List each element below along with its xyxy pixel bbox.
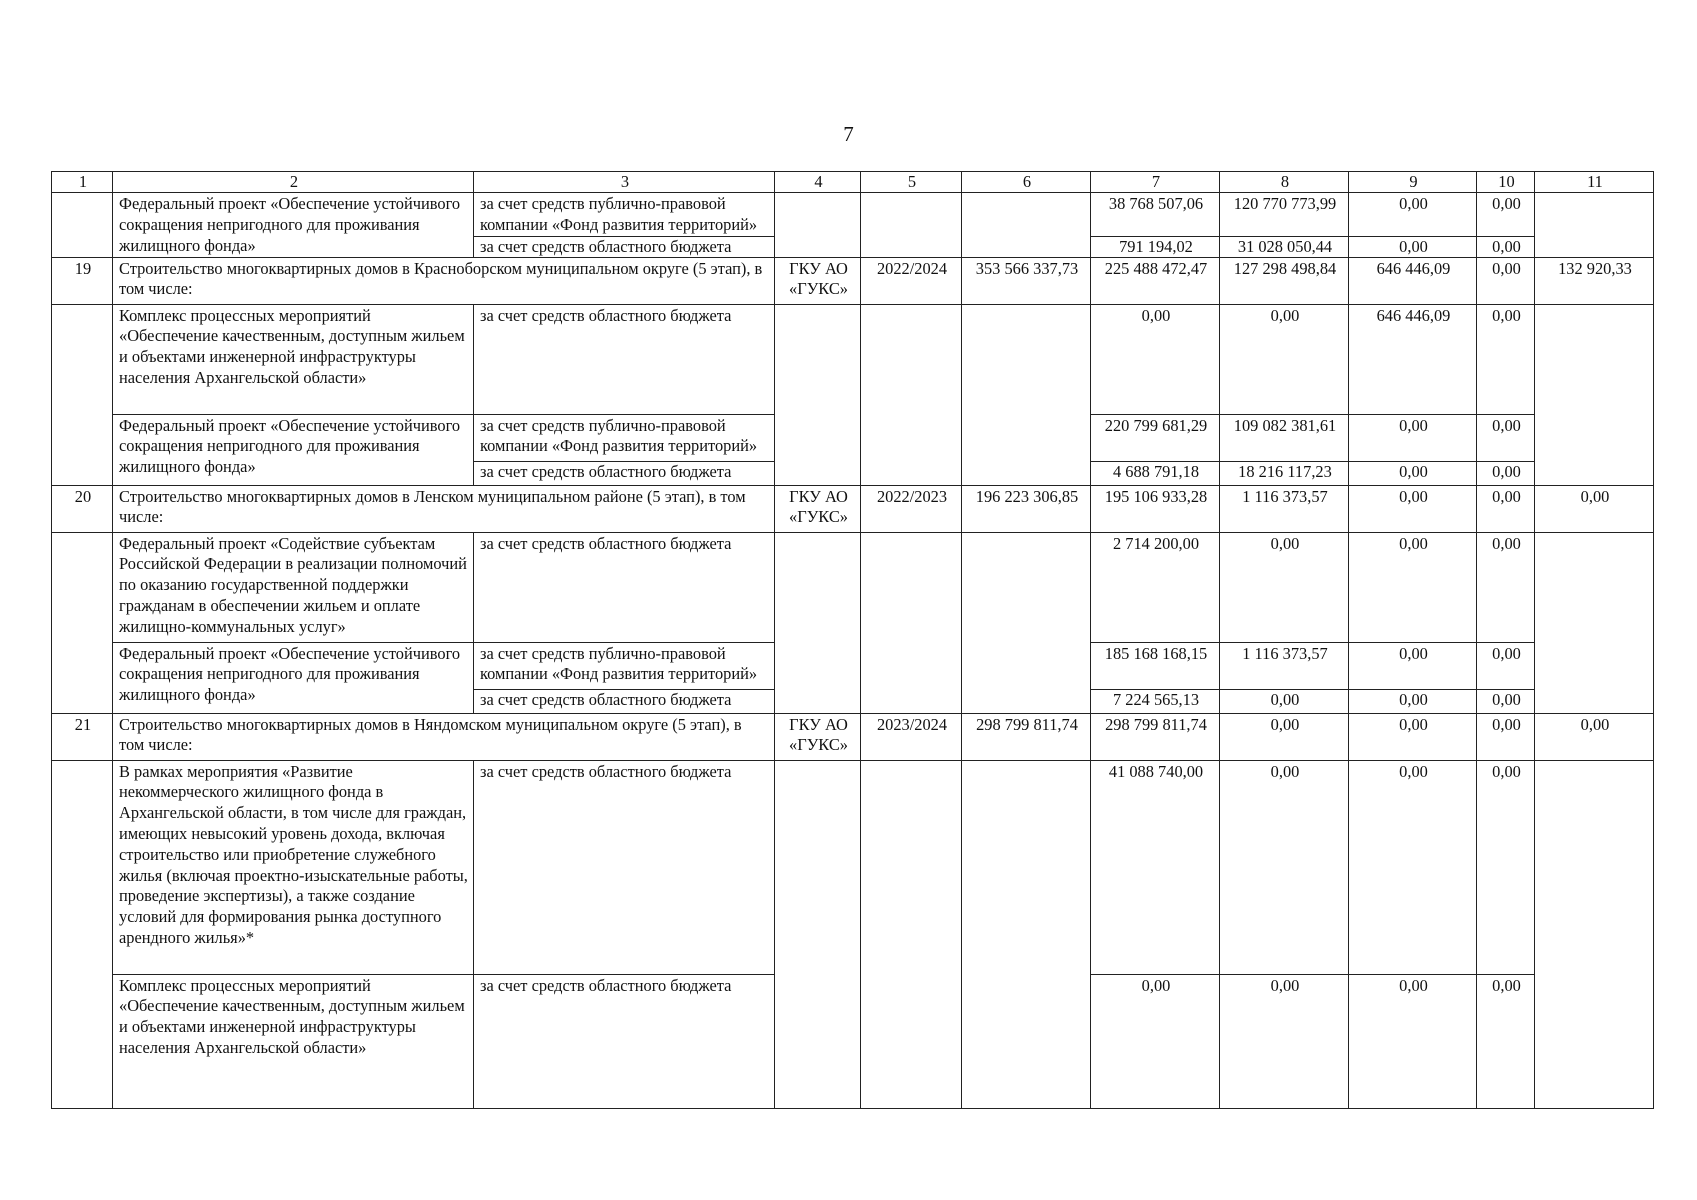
row-number: 19 — [52, 257, 113, 304]
amount-col7: 195 106 933,28 — [1091, 485, 1220, 532]
funding-source: за счет средств областного бюджета — [474, 689, 775, 713]
table-row — [52, 760, 1654, 974]
amount-col6: 196 223 306,85 — [962, 485, 1091, 532]
table-row — [52, 485, 1654, 532]
amount-col9: 0,00 — [1349, 974, 1477, 1108]
amount-col6: 298 799 811,74 — [962, 713, 1091, 760]
amount-col10: 0,00 — [1477, 532, 1535, 642]
col-header: 11 — [1535, 172, 1654, 193]
amount-col10: 0,00 — [1477, 461, 1535, 485]
funding-source: за счет средств областного бюджета — [474, 974, 775, 1108]
executor: ГКУ АО «ГУКС» — [775, 257, 861, 304]
empty-cell — [861, 193, 962, 258]
col-header: 7 — [1091, 172, 1220, 193]
amount-col7: 225 488 472,47 — [1091, 257, 1220, 304]
empty-cell — [861, 532, 962, 713]
amount-col7: 2 714 200,00 — [1091, 532, 1220, 642]
amount-col8: 0,00 — [1220, 760, 1349, 974]
empty-cell — [52, 760, 113, 1108]
empty-cell — [962, 193, 1091, 258]
col-header: 2 — [113, 172, 474, 193]
empty-cell — [775, 304, 861, 485]
funding-source: за счет средств областного бюджета — [474, 760, 775, 974]
amount-col10: 0,00 — [1477, 485, 1535, 532]
table-row — [52, 193, 1654, 237]
project-name: Федеральный проект «Обеспечение устойчивого сокращения непригодного для проживания жилищного фонда» — [113, 414, 474, 485]
amount-col10: 0,00 — [1477, 257, 1535, 304]
empty-cell — [775, 193, 861, 258]
column-number-header — [52, 172, 1654, 193]
amount-col7: 0,00 — [1091, 304, 1220, 414]
amount-col8: 31 028 050,44 — [1220, 236, 1349, 257]
project-name: Федеральный проект «Обеспечение устойчивого сокращения непригодного для проживания жилищного фонда» — [113, 193, 474, 258]
empty-cell — [52, 193, 113, 258]
amount-col7: 0,00 — [1091, 974, 1220, 1108]
amount-col8: 0,00 — [1220, 304, 1349, 414]
funding-source: за счет средств публично-правовой компании «Фонд развития территорий» — [474, 642, 775, 689]
empty-cell — [1535, 304, 1654, 485]
amount-col11: 0,00 — [1535, 485, 1654, 532]
amount-col8: 109 082 381,61 — [1220, 414, 1349, 461]
amount-col9: 646 446,09 — [1349, 257, 1477, 304]
funding-source: за счет средств областного бюджета — [474, 304, 775, 414]
amount-col8: 1 116 373,57 — [1220, 642, 1349, 689]
object-title: Строительство многоквартирных домов в Красноборском муниципальном округе (5 этап), в том числе: — [113, 257, 775, 304]
empty-cell — [775, 532, 861, 713]
amount-col8: 1 116 373,57 — [1220, 485, 1349, 532]
object-title: Строительство многоквартирных домов в Ленском муниципальном районе (5 этап), в том числе: — [113, 485, 775, 532]
amount-col9: 0,00 — [1349, 760, 1477, 974]
col-header: 3 — [474, 172, 775, 193]
col-header: 1 — [52, 172, 113, 193]
amount-col9: 0,00 — [1349, 689, 1477, 713]
amount-col9: 0,00 — [1349, 532, 1477, 642]
empty-cell — [861, 760, 962, 1108]
empty-cell — [962, 532, 1091, 713]
amount-col10: 0,00 — [1477, 236, 1535, 257]
amount-col7: 38 768 507,06 — [1091, 193, 1220, 237]
col-header: 4 — [775, 172, 861, 193]
amount-col10: 0,00 — [1477, 974, 1535, 1108]
amount-col9: 0,00 — [1349, 485, 1477, 532]
financing-table — [51, 171, 1654, 1109]
funding-source: за счет средств областного бюджета — [474, 461, 775, 485]
table-row — [52, 532, 1654, 642]
amount-col7: 7 224 565,13 — [1091, 689, 1220, 713]
empty-cell — [1535, 532, 1654, 713]
table-row — [52, 713, 1654, 760]
empty-cell — [52, 304, 113, 485]
col-header: 9 — [1349, 172, 1477, 193]
funding-source: за счет средств областного бюджета — [474, 236, 775, 257]
amount-col8: 127 298 498,84 — [1220, 257, 1349, 304]
amount-col11: 132 920,33 — [1535, 257, 1654, 304]
empty-cell — [52, 532, 113, 713]
amount-col8: 120 770 773,99 — [1220, 193, 1349, 237]
project-name: Комплекс процессных мероприятий «Обеспечение качественным, доступным жильем и объектами инженерной инфраструктуры населения Архангельской области» — [113, 974, 474, 1108]
amount-col7: 4 688 791,18 — [1091, 461, 1220, 485]
amount-col10: 0,00 — [1477, 414, 1535, 461]
empty-cell — [775, 760, 861, 1108]
amount-col10: 0,00 — [1477, 760, 1535, 974]
amount-col9: 0,00 — [1349, 461, 1477, 485]
amount-col9: 0,00 — [1349, 236, 1477, 257]
amount-col10: 0,00 — [1477, 689, 1535, 713]
amount-col6: 353 566 337,73 — [962, 257, 1091, 304]
executor: ГКУ АО «ГУКС» — [775, 485, 861, 532]
amount-col9: 0,00 — [1349, 414, 1477, 461]
project-name: Комплекс процессных мероприятий «Обеспечение качественным, доступным жильем и объектами инженерной инфраструктуры населения Архангельской области» — [113, 304, 474, 414]
amount-col7: 220 799 681,29 — [1091, 414, 1220, 461]
amount-col9: 0,00 — [1349, 193, 1477, 237]
project-name: В рамках мероприятия «Развитие некоммерческого жилищного фонда в Архангельской области, в том числе для граждан, имеющих невысокий уровень дохода, включая строительство или приобретение служебного жилья (включая проектно-изыскательные работы, проведение экспертизы), а также создание условий для формирования рынка доступного арендного жилья»* — [113, 760, 474, 974]
empty-cell — [962, 304, 1091, 485]
years: 2022/2023 — [861, 485, 962, 532]
col-header: 10 — [1477, 172, 1535, 193]
amount-col10: 0,00 — [1477, 713, 1535, 760]
table-row — [52, 257, 1654, 304]
amount-col8: 0,00 — [1220, 974, 1349, 1108]
years: 2023/2024 — [861, 713, 962, 760]
table-row — [52, 304, 1654, 414]
project-name: Федеральный проект «Содействие субъектам Российской Федерации в реализации полномочий по оказанию государственной поддержки гражданам в обеспечении жильем и оплате жилищно-коммунальных услуг» — [113, 532, 474, 642]
amount-col8: 0,00 — [1220, 713, 1349, 760]
amount-col10: 0,00 — [1477, 304, 1535, 414]
project-name: Федеральный проект «Обеспечение устойчивого сокращения непригодного для проживания жилищного фонда» — [113, 642, 474, 713]
amount-col7: 298 799 811,74 — [1091, 713, 1220, 760]
years: 2022/2024 — [861, 257, 962, 304]
amount-col10: 0,00 — [1477, 642, 1535, 689]
amount-col9: 646 446,09 — [1349, 304, 1477, 414]
amount-col11: 0,00 — [1535, 713, 1654, 760]
empty-cell — [1535, 760, 1654, 1108]
empty-cell — [861, 304, 962, 485]
amount-col8: 0,00 — [1220, 532, 1349, 642]
col-header: 6 — [962, 172, 1091, 193]
empty-cell — [962, 760, 1091, 1108]
amount-col8: 18 216 117,23 — [1220, 461, 1349, 485]
col-header: 5 — [861, 172, 962, 193]
executor: ГКУ АО «ГУКС» — [775, 713, 861, 760]
amount-col7: 185 168 168,15 — [1091, 642, 1220, 689]
amount-col9: 0,00 — [1349, 642, 1477, 689]
amount-col7: 41 088 740,00 — [1091, 760, 1220, 974]
page-number: 7 — [843, 122, 854, 146]
empty-cell — [1535, 193, 1654, 258]
funding-source: за счет средств публично-правовой компании «Фонд развития территорий» — [474, 193, 775, 237]
amount-col9: 0,00 — [1349, 713, 1477, 760]
funding-source: за счет средств областного бюджета — [474, 532, 775, 642]
funding-source: за счет средств публично-правовой компании «Фонд развития территорий» — [474, 414, 775, 461]
amount-col7: 791 194,02 — [1091, 236, 1220, 257]
row-number: 21 — [52, 713, 113, 760]
col-header: 8 — [1220, 172, 1349, 193]
amount-col8: 0,00 — [1220, 689, 1349, 713]
amount-col10: 0,00 — [1477, 193, 1535, 237]
object-title: Строительство многоквартирных домов в Няндомском муниципальном округе (5 этап), в том числе: — [113, 713, 775, 760]
row-number: 20 — [52, 485, 113, 532]
